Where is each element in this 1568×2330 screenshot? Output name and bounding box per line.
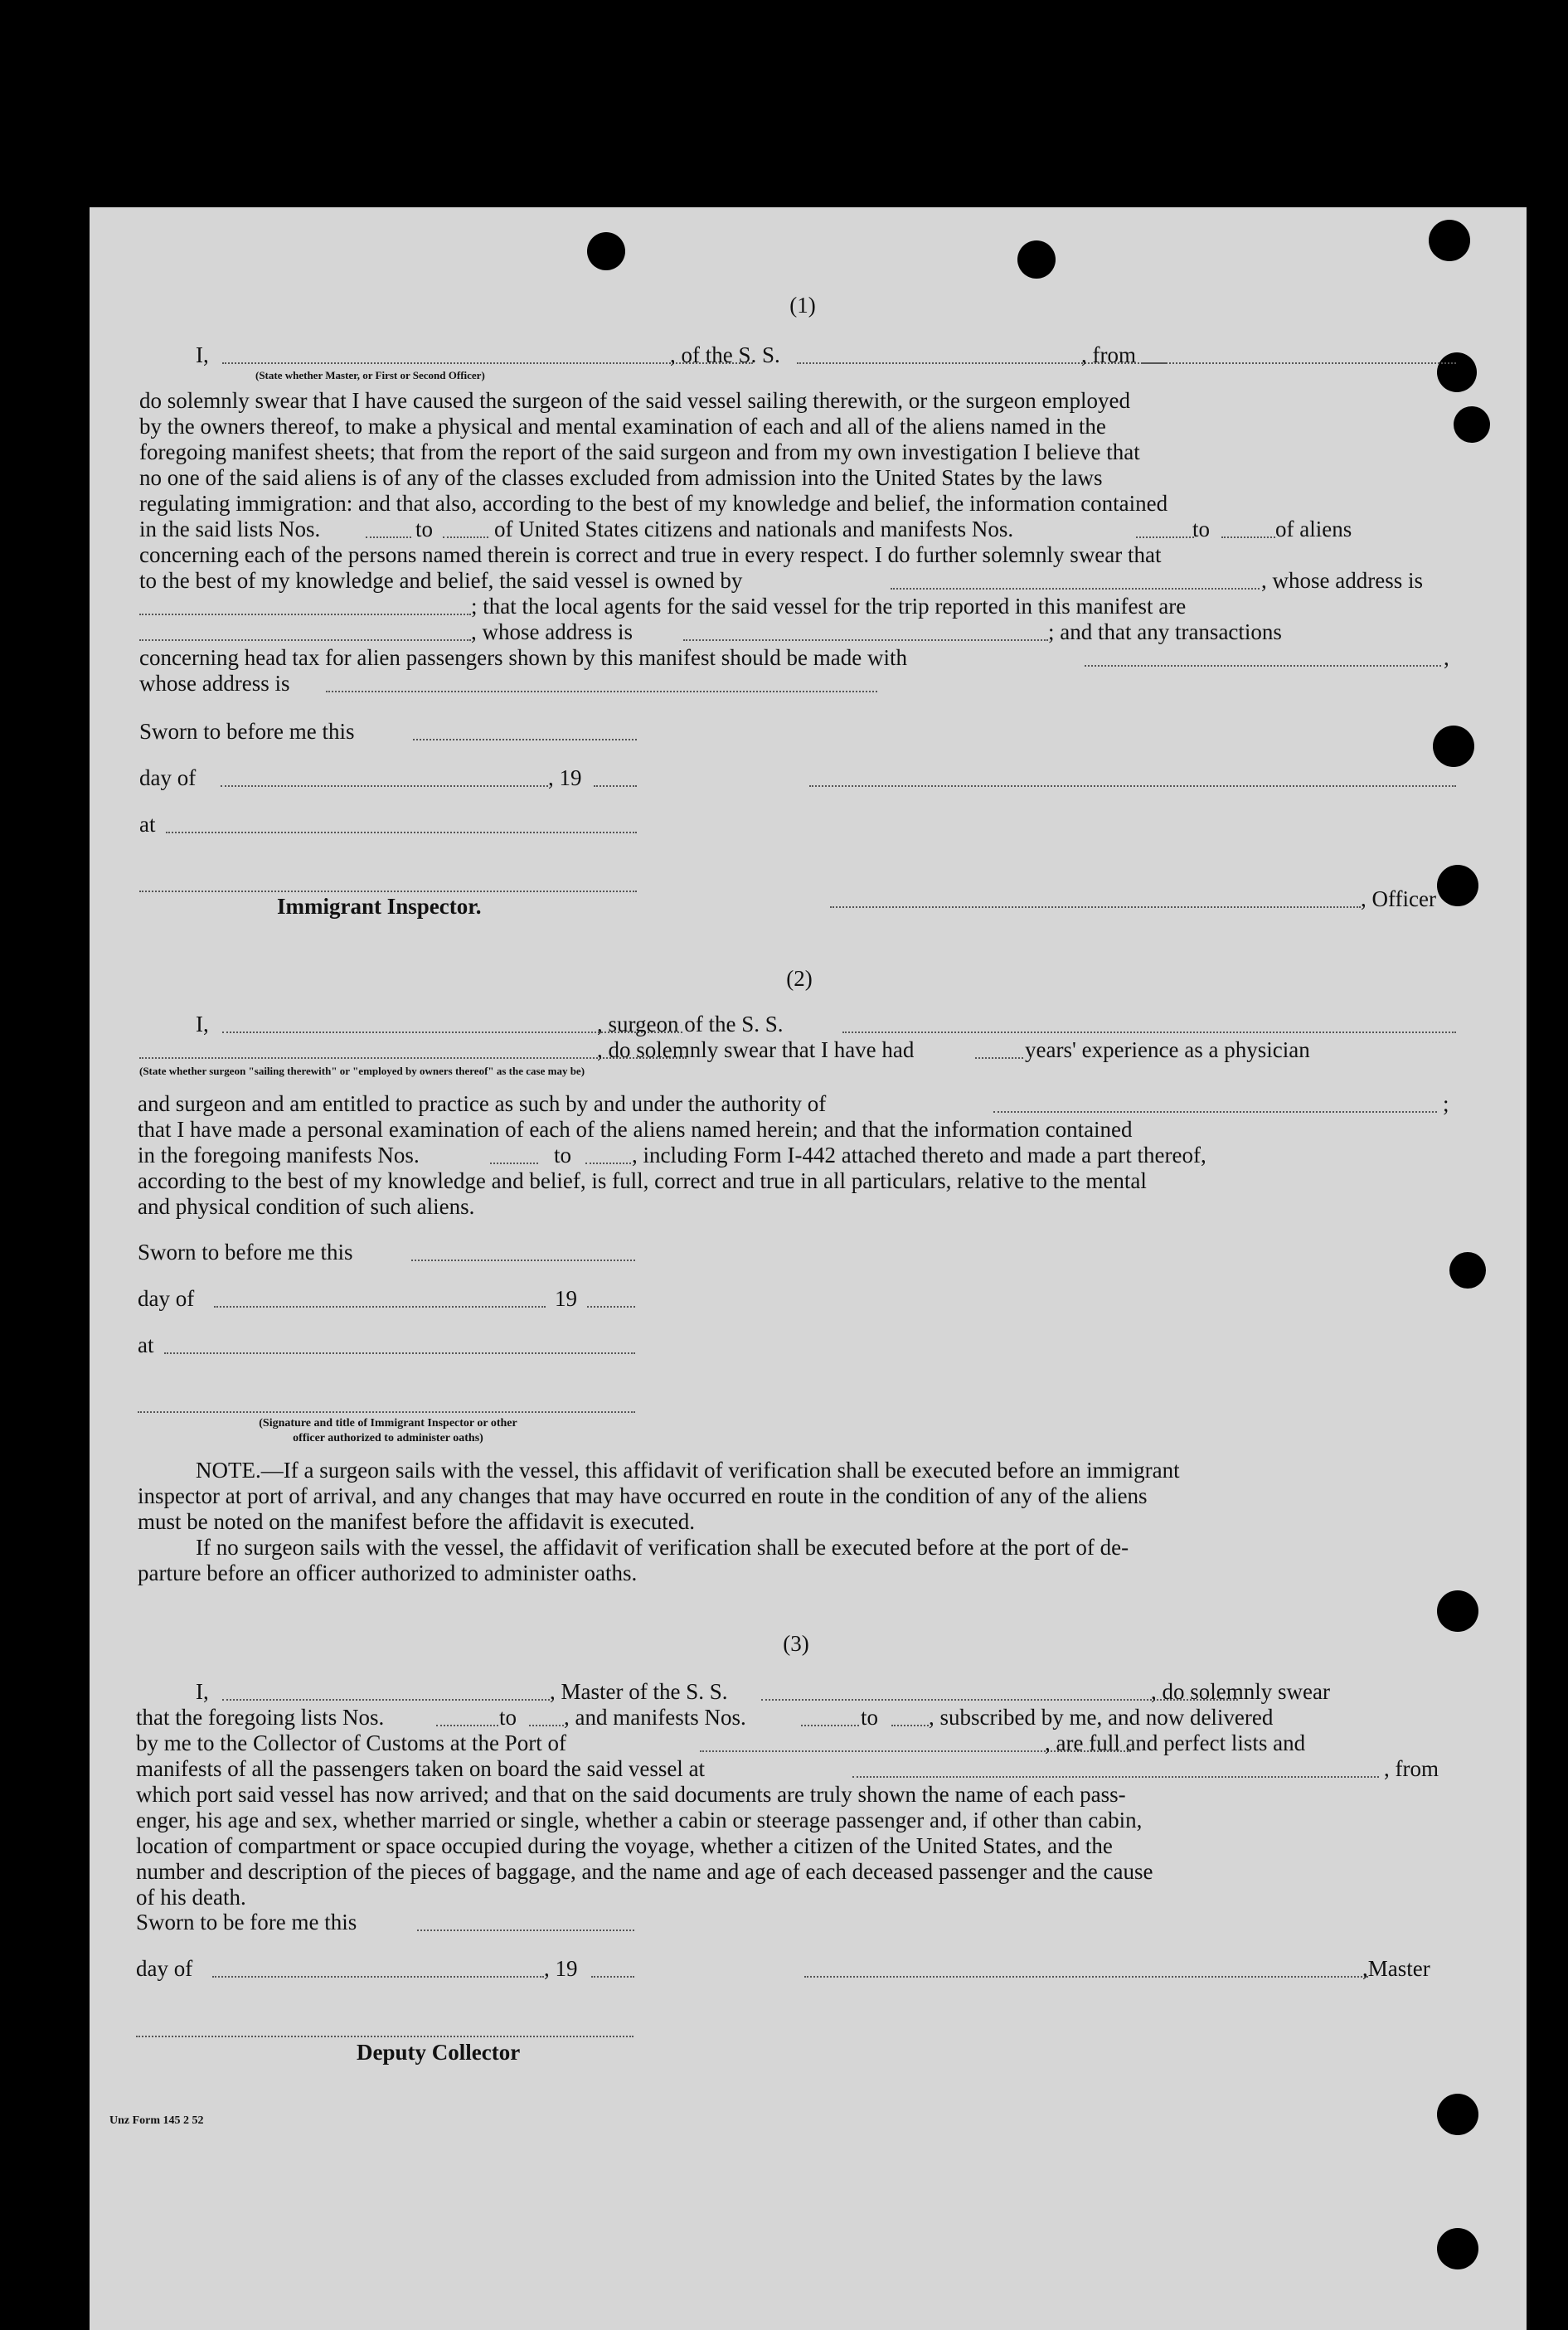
authority-field[interactable] xyxy=(993,1111,1437,1113)
vessel-label: , of the S. S. xyxy=(670,342,780,367)
whose-address-label: whose address is xyxy=(139,671,290,696)
day-field[interactable] xyxy=(212,1976,544,1978)
manifests-to-field[interactable] xyxy=(585,1163,631,1164)
form-i442-label: , including Form I-442 attached thereto and made a part thereof, xyxy=(632,1143,1206,1167)
at-label: at xyxy=(139,812,156,837)
from-label: , from xyxy=(1081,342,1136,367)
signature-note: (Signature and title of Immigrant Inspector or other officer authorized to administer oaths) xyxy=(259,1417,517,1444)
lists-to-field[interactable] xyxy=(443,536,488,538)
year-field[interactable] xyxy=(591,1976,634,1978)
master-name-field[interactable] xyxy=(222,1699,550,1701)
oath-i: I, xyxy=(196,1012,209,1036)
oath-i: I, xyxy=(196,1679,209,1704)
lists-to-field[interactable] xyxy=(529,1725,564,1726)
manifests-to-label: to xyxy=(554,1143,572,1167)
lists-label: in the said lists Nos. xyxy=(139,517,321,541)
section-number: (2) xyxy=(786,966,813,991)
years-label: years' experience as a physician xyxy=(1025,1037,1310,1062)
lists-to-label: to xyxy=(415,517,434,541)
owner-address-field[interactable] xyxy=(139,614,471,615)
surgeon-status-note: (State whether surgeon "sailing therewith" or "employed by owners thereof" as the case may be) xyxy=(139,1065,585,1077)
oath-i: I, xyxy=(196,342,209,367)
transactions-label: ; and that any transactions xyxy=(1048,619,1282,644)
agents-address-field[interactable] xyxy=(683,639,1048,641)
signature-field[interactable] xyxy=(138,1411,635,1413)
agents-address-label: , whose address is xyxy=(471,619,633,644)
head-tax-field[interactable] xyxy=(1085,665,1441,667)
manifests-label: in the foregoing manifests Nos. xyxy=(138,1143,420,1167)
officer-signature-field[interactable] xyxy=(809,785,1456,787)
year-label: 19 xyxy=(555,1286,577,1311)
master-swear-label: , do solemnly swear xyxy=(1151,1679,1330,1704)
sworn-field[interactable] xyxy=(411,1260,635,1261)
punch-hole xyxy=(1017,240,1056,279)
punch-hole xyxy=(1437,2094,1478,2135)
examination-text: that I have made a personal examination of each of the aliens named herein; and that the information contained xyxy=(138,1117,1133,1142)
day-of-label: day of xyxy=(136,1956,193,1981)
years-field[interactable] xyxy=(975,1057,1023,1059)
officer-rank-note: (State whether Master, or First or Second Officer) xyxy=(255,369,485,381)
punch-hole xyxy=(1449,1252,1486,1289)
manifests-to-label: to xyxy=(861,1705,879,1730)
sworn-label: Sworn to before me this xyxy=(138,1240,353,1265)
master-signature-field[interactable] xyxy=(804,1976,1368,1978)
owned-label: to the best of my knowledge and belief, the said vessel is owned by xyxy=(139,568,743,593)
manifests-from-field[interactable] xyxy=(801,1725,859,1726)
punch-hole xyxy=(1429,220,1470,261)
swear-label: , do solemnly swear that I have had xyxy=(597,1037,915,1062)
sworn-label: Sworn to be fore me this xyxy=(136,1910,357,1934)
year-field[interactable] xyxy=(587,1306,635,1308)
year-label: , 19 xyxy=(548,765,582,790)
lists-from-field[interactable] xyxy=(436,1725,498,1726)
owner-field[interactable] xyxy=(891,588,1260,590)
aliens-label: of aliens xyxy=(1275,517,1352,541)
taken-port-field[interactable] xyxy=(852,1776,1379,1778)
manifests-from-field[interactable] xyxy=(490,1163,538,1164)
day-of-label: day of xyxy=(139,765,197,790)
section-number: (1) xyxy=(789,293,816,318)
manifests-to-field[interactable] xyxy=(891,1725,929,1726)
manifests-to-label: to xyxy=(1192,517,1211,541)
note-text: NOTE.—If a surgeon sails with the vessel, this affidavit of verification shall be executed before an immigrant inspector at port of arrival, and any changes that may have occurred en route in the condition of any of the aliens must be noted on the manifest before the affidavit is executed. If no surgeon sails with the vessel, the affidavit of verification shall be executed before at the port of de- parture before an officer authorized to administer oaths. xyxy=(138,1458,1180,1585)
punch-hole xyxy=(1437,1590,1478,1632)
punch-hole xyxy=(587,232,625,270)
manifests-from-field[interactable] xyxy=(1136,536,1194,538)
lists-from-field[interactable] xyxy=(366,536,411,538)
taken-label: manifests of all the passengers taken on board the said vessel at xyxy=(136,1756,706,1781)
collector-signature-field[interactable] xyxy=(136,2036,634,2037)
year-label: , 19 xyxy=(544,1956,578,1981)
deputy-collector-label: Deputy Collector xyxy=(357,2040,521,2065)
citizens-label: of United States citizens and nationals and manifests Nos. xyxy=(494,517,1014,541)
inspector-signature-field[interactable] xyxy=(139,891,637,892)
day-field[interactable] xyxy=(221,785,548,787)
manifests-label: , and manifests Nos. xyxy=(564,1705,746,1730)
owner-address-label: , whose address is xyxy=(1261,568,1423,593)
sworn-label: Sworn to before me this xyxy=(139,719,355,744)
surgeon-vessel-field[interactable] xyxy=(842,1032,1456,1033)
officer-label: , Officer xyxy=(1361,886,1436,911)
day-field[interactable] xyxy=(214,1306,546,1308)
from-label: , from xyxy=(1384,1756,1439,1781)
lists-label: that the foregoing lists Nos. xyxy=(136,1705,385,1730)
form-page xyxy=(90,207,1527,2330)
condition-text: according to the best of my knowledge and belief, is full, correct and true in all particulars, relative to the mental and physical condition of such aliens. xyxy=(138,1168,1147,1219)
master-label: , Master of the S. S. xyxy=(550,1679,728,1704)
delivered-label: , subscribed by me, and now delivered xyxy=(929,1705,1274,1730)
agents-label: ; that the local agents for the said vessel for the trip reported in this manifest are xyxy=(471,594,1187,619)
inspector-label: Immigrant Inspector. xyxy=(277,894,482,919)
from-port-field[interactable] xyxy=(1143,362,1456,364)
section-number: (3) xyxy=(783,1631,809,1656)
punch-hole xyxy=(1437,352,1477,392)
at-label: at xyxy=(138,1332,154,1357)
arrival-text: which port said vessel has now arrived; and that on the said documents are truly shown the name of each pass- enger, his age and sex, whether married or single, whether a cabin or steerage passenger and, if other than cabin, location of compartment or space occupied during the voyage, whether a citizen of the United States, and the number and description of the pieces of baggage, and the name and age of each deceased passenger and the cause of his death. xyxy=(136,1782,1153,1910)
sworn-field[interactable] xyxy=(413,739,637,740)
punch-hole xyxy=(1437,865,1478,906)
oath-paragraph-2: concerning each of the persons named therein is correct and true in every respect. I do further solemnly swear that xyxy=(139,542,1162,567)
surgeon-label: , surgeon of the S. S. xyxy=(597,1012,784,1036)
oath-paragraph: do solemnly swear that I have caused the surgeon of the said vessel sailing therewith, or the surgeon employed by the owners thereof, to make a physical and mental examination of each and all of the aliens named in the foregoing manifest sheets; that from the report of the said surgeon and from my own investigation I believe that no one of the said aliens is of any of the classes excluded from admission into the United States by the laws regulating immigration: and that also, according to the best of my knowledge and belief, the information contained xyxy=(139,388,1168,516)
at-field[interactable] xyxy=(164,1352,635,1354)
master-title-label: ,Master xyxy=(1362,1956,1430,1981)
perfect-lists-label: , are full and perfect lists and xyxy=(1045,1731,1306,1755)
lists-to-label: to xyxy=(499,1705,517,1730)
authority-label: and surgeon and am entitled to practice as such by and under the authority of xyxy=(138,1091,827,1116)
agents-field[interactable] xyxy=(139,639,471,641)
authority-end: ; xyxy=(1443,1091,1449,1116)
port-label: by me to the Collector of Customs at the Port of xyxy=(136,1731,566,1755)
sworn-field[interactable] xyxy=(417,1930,634,1931)
head-tax-end: , xyxy=(1444,645,1449,670)
form-id: Unz Form 145 2 52 xyxy=(109,2114,204,2127)
officer-title-field[interactable] xyxy=(830,906,1361,908)
day-of-label: day of xyxy=(138,1286,195,1311)
punch-hole xyxy=(1454,406,1490,443)
head-tax-label: concerning head tax for alien passengers shown by this manifest should be made with xyxy=(139,645,908,670)
punch-hole xyxy=(1433,726,1474,767)
year-field[interactable] xyxy=(594,785,637,787)
head-tax-address-field[interactable] xyxy=(326,691,877,692)
punch-hole xyxy=(1437,2228,1478,2269)
manifests-to-field[interactable] xyxy=(1221,536,1275,538)
at-field[interactable] xyxy=(166,832,637,833)
